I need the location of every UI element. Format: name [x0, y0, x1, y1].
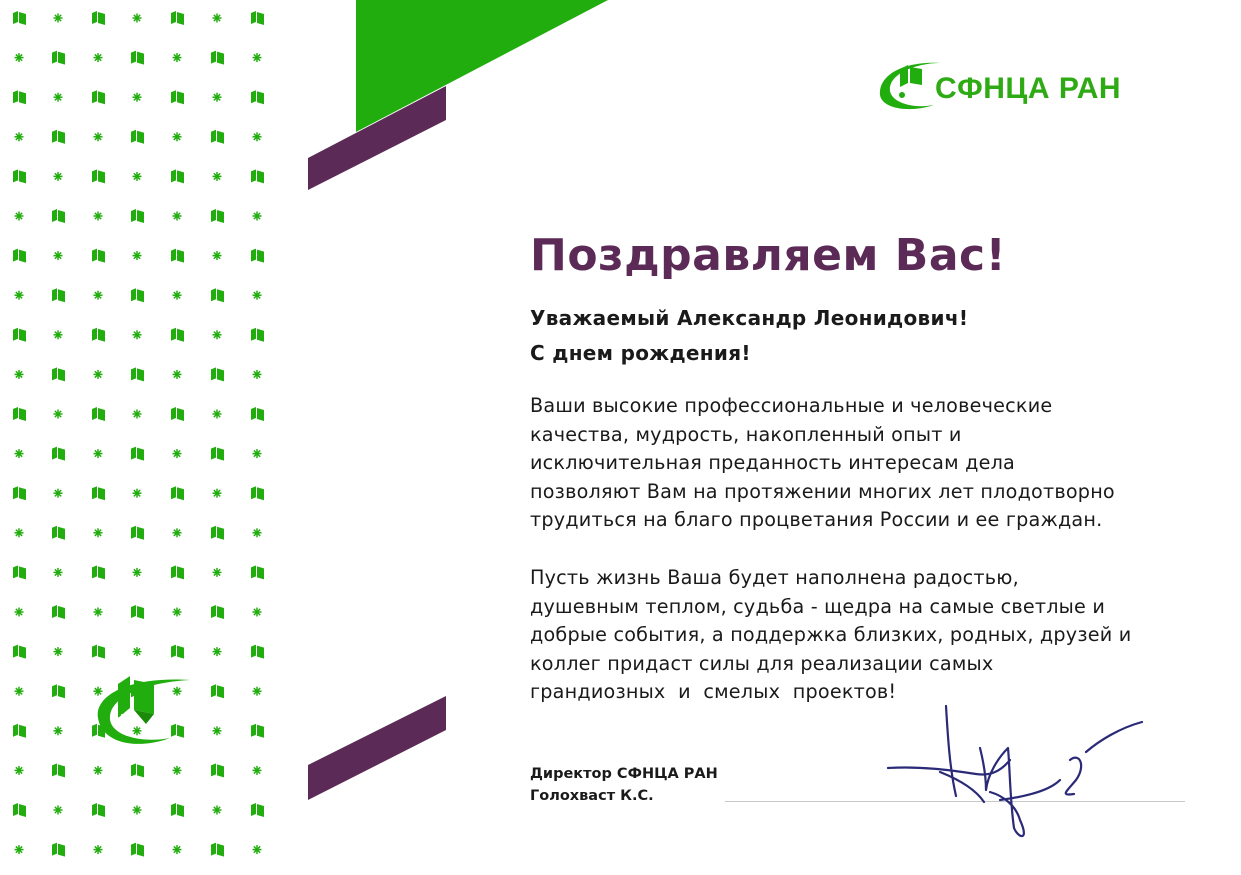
star-icon [94, 291, 103, 300]
book-icon [251, 11, 264, 25]
star-icon [213, 410, 222, 419]
book-icon [13, 328, 26, 342]
book-icon [13, 486, 26, 500]
star-icon [253, 845, 262, 854]
greeting-name: Уважаемый Александр Леонидович! [530, 306, 969, 330]
book-icon [251, 90, 264, 104]
book-icon [211, 367, 224, 381]
logo-text: СФНЦА РАН [935, 72, 1122, 105]
book-icon [171, 645, 184, 659]
star-icon [173, 370, 182, 379]
book-icon [13, 645, 26, 659]
star-icon [94, 370, 103, 379]
star-icon [213, 489, 222, 498]
star-icon [54, 172, 63, 181]
paragraph-line: душевным теплом, судьба - щедра на самые светлые и [530, 594, 1106, 618]
book-icon [211, 130, 224, 144]
star-icon [213, 251, 222, 260]
book-icon [211, 51, 224, 65]
paragraph-2 [530, 564, 1190, 707]
star-icon [253, 687, 262, 696]
book-icon [13, 90, 26, 104]
paragraph-line: Ваши высокие профессиональные и человеческие [530, 394, 1053, 417]
book-icon [251, 803, 264, 817]
book-icon [171, 249, 184, 263]
book-icon [171, 11, 184, 25]
star-icon [133, 568, 142, 577]
paragraph-line: Пусть жизнь Ваша будет наполнена радостью, [530, 566, 1019, 589]
star-icon [54, 93, 63, 102]
star-icon [15, 687, 24, 696]
star-icon [213, 806, 222, 815]
book-icon [13, 169, 26, 183]
book-icon [171, 90, 184, 104]
star-icon [253, 528, 262, 537]
book-icon [131, 130, 144, 144]
paragraph-line: коллег придаст силы для реализации самых [530, 651, 994, 675]
sfnca-emblem-icon [88, 668, 198, 750]
star-icon [15, 608, 24, 617]
book-icon [52, 763, 65, 777]
star-icon [15, 528, 24, 537]
book-icon [52, 209, 65, 223]
book-icon [13, 249, 26, 263]
star-icon [253, 449, 262, 458]
book-icon [251, 724, 264, 738]
book-icon [92, 565, 105, 579]
greeting-birthday: С днем рождения! [530, 341, 751, 365]
book-icon [251, 407, 264, 421]
book-icon [131, 447, 144, 461]
paragraph-1 [530, 392, 1190, 535]
book-icon [92, 407, 105, 421]
book-icon [131, 843, 144, 857]
book-icon [52, 843, 65, 857]
book-icon [92, 169, 105, 183]
book-icon [52, 51, 65, 65]
star-icon [133, 410, 142, 419]
book-icon [92, 90, 105, 104]
star-icon [173, 608, 182, 617]
star-icon [54, 806, 63, 815]
star-icon [253, 212, 262, 221]
star-icon [94, 53, 103, 62]
star-icon [54, 568, 63, 577]
book-icon [131, 526, 144, 540]
paragraph-line: исключительная преданность интересам дела [530, 451, 1016, 474]
star-icon [94, 845, 103, 854]
book-icon [52, 447, 65, 461]
star-icon [54, 647, 63, 656]
book-icon [251, 249, 264, 263]
star-icon [213, 14, 222, 23]
book-icon [52, 526, 65, 540]
book-icon [52, 288, 65, 302]
star-icon [15, 766, 24, 775]
book-icon [171, 565, 184, 579]
star-icon [253, 370, 262, 379]
star-icon [133, 489, 142, 498]
book-icon [13, 724, 26, 738]
star-icon [54, 410, 63, 419]
book-icon [171, 169, 184, 183]
star-icon [54, 251, 63, 260]
star-icon [173, 449, 182, 458]
page-title: Поздравляем Вас! [530, 230, 1007, 281]
star-icon [253, 53, 262, 62]
book-icon [251, 169, 264, 183]
star-icon [94, 212, 103, 221]
book-icon [131, 763, 144, 777]
book-icon [131, 367, 144, 381]
book-icon [131, 288, 144, 302]
star-icon [173, 212, 182, 221]
star-icon [133, 806, 142, 815]
purple-band-top [308, 86, 446, 190]
star-icon [15, 132, 24, 141]
star-icon [94, 608, 103, 617]
emblem-star [114, 714, 130, 730]
book-icon [13, 803, 26, 817]
star-icon [213, 330, 222, 339]
star-icon [133, 251, 142, 260]
book-icon [211, 763, 224, 777]
star-icon [94, 766, 103, 775]
star-icon [94, 132, 103, 141]
star-icon [133, 93, 142, 102]
star-icon [54, 726, 63, 735]
book-icon [251, 565, 264, 579]
book-icon [52, 684, 65, 698]
star-icon [94, 528, 103, 537]
book-icon [92, 645, 105, 659]
book-icon [251, 486, 264, 500]
book-icon [211, 209, 224, 223]
book-icon [52, 605, 65, 619]
star-icon [253, 132, 262, 141]
paragraph-line: грандиозных и смелых проектов! [530, 680, 897, 703]
star-icon [54, 14, 63, 23]
star-icon [173, 291, 182, 300]
star-icon [253, 766, 262, 775]
book-icon [52, 367, 65, 381]
book-icon [171, 803, 184, 817]
star-icon [54, 330, 63, 339]
paragraph-line: трудиться на благо процветания России и ее граждан. [530, 508, 1103, 531]
star-icon [173, 766, 182, 775]
star-icon [15, 845, 24, 854]
book-icon [131, 605, 144, 619]
book-icon [13, 565, 26, 579]
book-icon [92, 803, 105, 817]
book-icon [251, 645, 264, 659]
star-icon [15, 212, 24, 221]
book-icon [171, 486, 184, 500]
star-icon [15, 291, 24, 300]
book-icon [211, 684, 224, 698]
book-icon [211, 526, 224, 540]
book-icon [52, 130, 65, 144]
book-icon [13, 407, 26, 421]
book-icon [171, 407, 184, 421]
paragraph-line: качества, мудрость, накопленный опыт и [530, 422, 962, 446]
star-icon [133, 647, 142, 656]
star-icon [54, 489, 63, 498]
book-icon [92, 328, 105, 342]
book-icon [92, 249, 105, 263]
star-icon [213, 172, 222, 181]
book-icon [211, 605, 224, 619]
star-icon [213, 93, 222, 102]
star-icon [94, 449, 103, 458]
paragraph-line: позволяют Вам на протяжении многих лет плодотворно [530, 479, 1115, 503]
green-triangle [356, 0, 608, 132]
star-icon [15, 449, 24, 458]
star-icon [213, 647, 222, 656]
star-icon [173, 53, 182, 62]
book-icon [211, 843, 224, 857]
star-icon [213, 568, 222, 577]
book-icon [211, 288, 224, 302]
star-icon [213, 726, 222, 735]
star-icon [173, 132, 182, 141]
star-icon [173, 845, 182, 854]
book-icon [131, 209, 144, 223]
star-icon [15, 53, 24, 62]
book-icon [92, 11, 105, 25]
book-icon [92, 486, 105, 500]
star-icon [173, 528, 182, 537]
book-icon [13, 11, 26, 25]
star-icon [133, 14, 142, 23]
signature-position: Директор СФНЦА РАН [530, 766, 718, 782]
star-icon [15, 370, 24, 379]
book-icon [251, 328, 264, 342]
paragraph-line: добрые события, а поддержка близких, родных, друзей и [530, 623, 1132, 646]
book-icon [211, 447, 224, 461]
purple-band-bottom [308, 696, 446, 800]
star-icon [253, 291, 262, 300]
signature-name: Голохваст К.С. [530, 788, 654, 804]
book-icon [171, 328, 184, 342]
star-icon [133, 330, 142, 339]
handwritten-signature [880, 700, 1150, 850]
star-icon [253, 608, 262, 617]
star-icon [133, 172, 142, 181]
book-icon [131, 51, 144, 65]
